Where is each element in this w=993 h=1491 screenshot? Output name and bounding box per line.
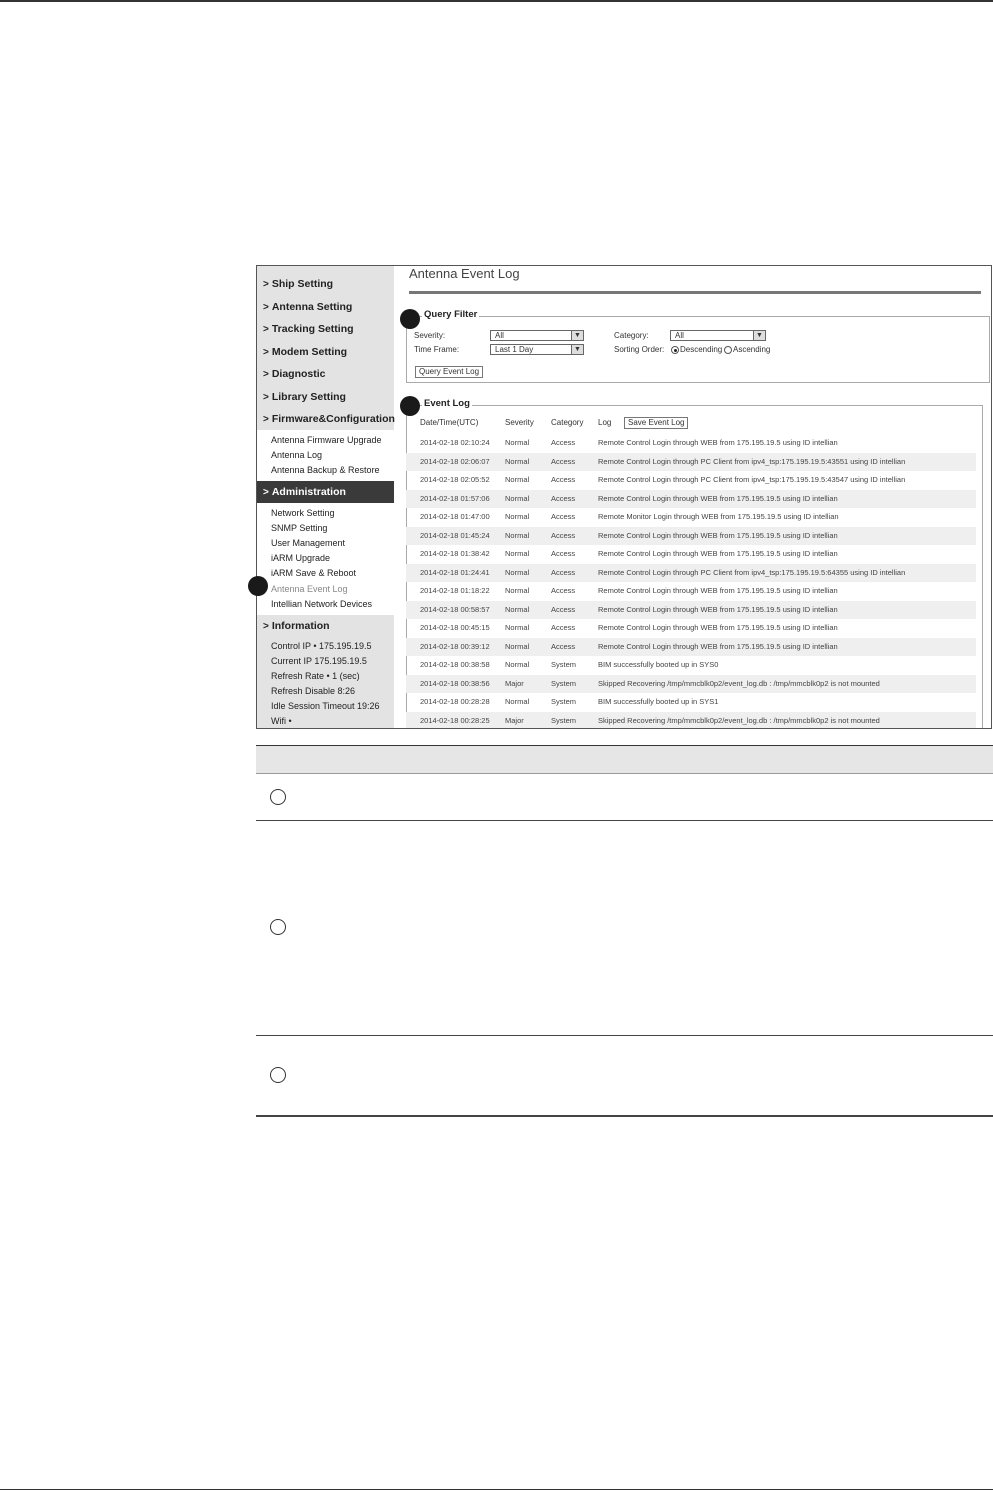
cell-time: 2014-02-18 00:38:56 [420, 678, 490, 688]
cell-category: Access [551, 493, 576, 503]
info-current-ip: Current IP 175.195.19.5 [271, 656, 367, 666]
chevron-right-icon: > [263, 391, 269, 403]
info-wifi: Wifi • [271, 716, 292, 726]
table-row [406, 712, 976, 730]
dropdown-arrow-icon[interactable]: ▼ [571, 331, 583, 340]
firmware-subpanel [257, 430, 394, 482]
query-event-log-button[interactable]: Query Event Log [415, 366, 483, 378]
nav-ship-setting[interactable]: > Ship Setting [263, 278, 334, 290]
table-row [406, 582, 976, 601]
screenshot-frame [256, 265, 992, 729]
table-row [406, 619, 976, 638]
nav-modem-setting[interactable]: > Modem Setting [263, 346, 348, 358]
cell-time: 2014-02-18 00:45:15 [420, 623, 490, 632]
table-divider [256, 820, 993, 821]
cell-category: Access [551, 512, 576, 521]
cell-time: 2014-02-18 01:24:41 [420, 567, 490, 577]
nav-antenna-setting[interactable]: > Antenna Setting [263, 301, 353, 313]
cell-time: 2014-02-18 01:47:00 [420, 512, 490, 521]
time-frame-label: Time Frame: [414, 345, 460, 354]
nav-information[interactable]: > Information [263, 620, 330, 632]
table-row [406, 693, 976, 712]
table-row [406, 527, 976, 546]
cell-category: Access [551, 641, 576, 651]
cell-time: 2014-02-18 01:57:06 [420, 493, 490, 503]
callout-marker-query-filter [400, 309, 420, 329]
cell-log: Remote Control Login through WEB from 175.195.19.5 using ID intellian [598, 641, 838, 651]
info-refresh-rate: Refresh Rate • 1 (sec) [271, 671, 360, 681]
table-row [406, 453, 976, 472]
severity-label: Severity: [414, 331, 446, 340]
table-row [406, 675, 976, 694]
cell-category: Access [551, 530, 576, 540]
sorting-order-label: Sorting Order: [614, 345, 665, 354]
cell-category: Access [551, 623, 576, 632]
cell-category: Access [551, 567, 576, 577]
table-row [406, 471, 976, 490]
table-row [406, 508, 976, 527]
cell-log: Remote Control Login through WEB from 175.195.19.5 using ID intellian [598, 438, 838, 447]
chevron-right-icon: > [263, 278, 269, 290]
dropdown-arrow-icon[interactable]: ▼ [571, 345, 583, 354]
cell-category: Access [551, 586, 576, 595]
cell-category: System [551, 678, 577, 688]
cell-log: Remote Control Login through WEB from 175.195.19.5 using ID intellian [598, 586, 838, 595]
cell-log: Skipped Recovering /tmp/mmcblk0p2/event_log.db : /tmp/mmcblk0p2 is not mounted [598, 715, 880, 725]
dropdown-arrow-icon[interactable]: ▼ [753, 331, 765, 340]
cell-time: 2014-02-18 02:05:52 [420, 475, 490, 484]
cell-severity: Normal [505, 512, 530, 521]
nav-library-setting[interactable]: > Library Setting [263, 391, 346, 403]
cell-log: Remote Control Login through WEB from 175.195.19.5 using ID intellian [598, 549, 838, 558]
sub-antenna-event-log[interactable]: Antenna Event Log [271, 584, 348, 594]
sub-antenna-log[interactable]: Antenna Log [271, 450, 323, 460]
cell-log: Remote Control Login through PC Client from ipv4_tsp:175.195.19.5:43547 using ID intellian [598, 475, 906, 484]
table-row [406, 601, 976, 620]
cell-time: 2014-02-18 02:10:24 [420, 438, 490, 447]
nav-firmware-configuration[interactable]: > Firmware&Configuration [263, 413, 395, 425]
cell-severity: Normal [505, 456, 530, 466]
cell-time: 2014-02-18 01:38:42 [420, 549, 490, 558]
cell-severity: Normal [505, 530, 530, 540]
info-control-ip: Control IP • 175.195.19.5 [271, 641, 372, 651]
cell-severity: Normal [505, 438, 530, 447]
cell-log: Remote Control Login through PC Client from ipv4_tsp:175.195.19.5:64355 using ID intellian [598, 567, 906, 577]
info-refresh-disable: Refresh Disable 8:26 [271, 686, 356, 696]
cell-category: Access [551, 604, 576, 614]
main-content [394, 266, 991, 729]
cell-time: 2014-02-18 00:28:25 [420, 715, 490, 725]
query-filter-legend: Query Filter [424, 309, 478, 320]
page-title: Antenna Event Log [409, 266, 520, 281]
chevron-right-icon: > [263, 486, 269, 498]
sub-antenna-firmware-upgrade[interactable]: Antenna Firmware Upgrade [271, 435, 382, 445]
column-header-log: Log [598, 418, 612, 427]
save-event-log-button[interactable]: Save Event Log [624, 417, 688, 429]
sub-iarm-upgrade[interactable]: iARM Upgrade [271, 553, 331, 563]
title-rule [409, 291, 981, 294]
sub-user-management[interactable]: User Management [271, 538, 346, 548]
chevron-right-icon: > [263, 346, 269, 358]
callout-marker-event-log [400, 396, 420, 416]
severity-select[interactable]: All ▼ [490, 330, 584, 341]
cell-severity: Normal [505, 660, 530, 669]
cell-category: Access [551, 549, 576, 558]
chevron-right-icon: > [263, 323, 269, 335]
cell-severity: Normal [505, 475, 530, 484]
cell-log: Remote Control Login through WEB from 175.195.19.5 using ID intellian [598, 493, 838, 503]
sub-iarm-save-reboot[interactable]: iARM Save & Reboot [271, 568, 357, 578]
chevron-right-icon: > [263, 368, 269, 380]
callout-circle-3 [270, 1067, 286, 1083]
chevron-right-icon: > [263, 301, 269, 313]
cell-severity: Normal [505, 586, 530, 595]
cell-log: Remote Control Login through PC Client from ipv4_tsp:175.195.19.5:43551 using ID intellian [598, 456, 906, 466]
cell-log: Remote Control Login through WEB from 175.195.19.5 using ID intellian [598, 530, 838, 540]
time-frame-select[interactable]: Last 1 Day ▼ [490, 344, 584, 355]
cell-time: 2014-02-18 02:06:07 [420, 456, 490, 466]
chevron-right-icon: > [263, 413, 269, 425]
sub-snmp-setting[interactable]: SNMP Setting [271, 523, 328, 533]
category-select[interactable]: All ▼ [670, 330, 766, 341]
page-bottom-rule [0, 1489, 993, 1490]
table-row [406, 656, 976, 675]
column-header-datetime: Date/Time(UTC) [420, 418, 479, 427]
nav-administration[interactable]: > Administration [257, 481, 394, 503]
cell-log: BIM successfully booted up in SYS1 [598, 697, 719, 706]
descending-label: Descending [680, 345, 723, 354]
table-bottom-rule [256, 1115, 993, 1117]
cell-time: 2014-02-18 00:38:58 [420, 660, 490, 669]
ascending-radio[interactable] [724, 346, 732, 354]
cell-severity: Normal [505, 567, 530, 577]
info-idle-session-timeout: Idle Session Timeout 19:26 [271, 701, 380, 711]
cell-time: 2014-02-18 01:45:24 [420, 530, 490, 540]
cell-severity: Normal [505, 697, 530, 706]
category-label: Category: [614, 331, 649, 340]
cell-log: Remote Monitor Login through WEB from 175.195.19.5 using ID intellian [598, 512, 839, 521]
cell-log: Remote Control Login through WEB from 175.195.19.5 using ID intellian [598, 623, 838, 632]
table-header [256, 745, 993, 774]
ascending-label: Ascending [733, 345, 771, 354]
cell-severity: Normal [505, 493, 530, 503]
cell-category: Access [551, 475, 576, 484]
table-row [406, 545, 976, 564]
cell-category: Access [551, 438, 576, 447]
page-top-rule [0, 0, 993, 2]
cell-severity: Major [505, 678, 524, 688]
table-row [406, 638, 976, 657]
column-header-category: Category [551, 418, 584, 427]
table-row [406, 490, 976, 509]
administration-subpanel [257, 503, 394, 615]
nav-diagnostic[interactable]: > Diagnostic [263, 368, 326, 380]
cell-severity: Major [505, 715, 524, 725]
column-header-severity: Severity [505, 418, 534, 427]
table-divider [256, 1035, 993, 1036]
cell-severity: Normal [505, 641, 530, 651]
sub-intellian-network-devices[interactable]: Intellian Network Devices [271, 599, 373, 609]
table-row [406, 434, 976, 453]
callout-circle-2 [270, 919, 286, 935]
cell-time: 2014-02-18 01:18:22 [420, 586, 490, 595]
cell-category: System [551, 660, 577, 669]
descending-radio[interactable] [671, 346, 679, 354]
cell-time: 2014-02-18 00:58:57 [420, 604, 490, 614]
callout-marker-menu [248, 576, 268, 596]
chevron-right-icon: > [263, 620, 269, 632]
cell-log: Remote Control Login through WEB from 175.195.19.5 using ID intellian [598, 604, 838, 614]
event-log-legend: Event Log [424, 398, 470, 409]
cell-category: Access [551, 456, 576, 466]
cell-category: System [551, 715, 577, 725]
sub-antenna-backup-restore[interactable]: Antenna Backup & Restore [271, 465, 380, 475]
nav-tracking-setting[interactable]: > Tracking Setting [263, 323, 354, 335]
callout-circle-1 [270, 789, 286, 805]
cell-log: BIM successfully booted up in SYS0 [598, 660, 719, 669]
sub-network-setting[interactable]: Network Setting [271, 508, 335, 518]
cell-category: System [551, 697, 577, 706]
cell-log: Skipped Recovering /tmp/mmcblk0p2/event_log.db : /tmp/mmcblk0p2 is not mounted [598, 678, 880, 688]
cell-time: 2014-02-18 00:39:12 [420, 641, 490, 651]
cell-severity: Normal [505, 623, 530, 632]
sidebar [257, 266, 394, 729]
cell-severity: Normal [505, 604, 530, 614]
cell-time: 2014-02-18 00:28:28 [420, 697, 490, 706]
table-row [406, 564, 976, 583]
cell-severity: Normal [505, 549, 530, 558]
